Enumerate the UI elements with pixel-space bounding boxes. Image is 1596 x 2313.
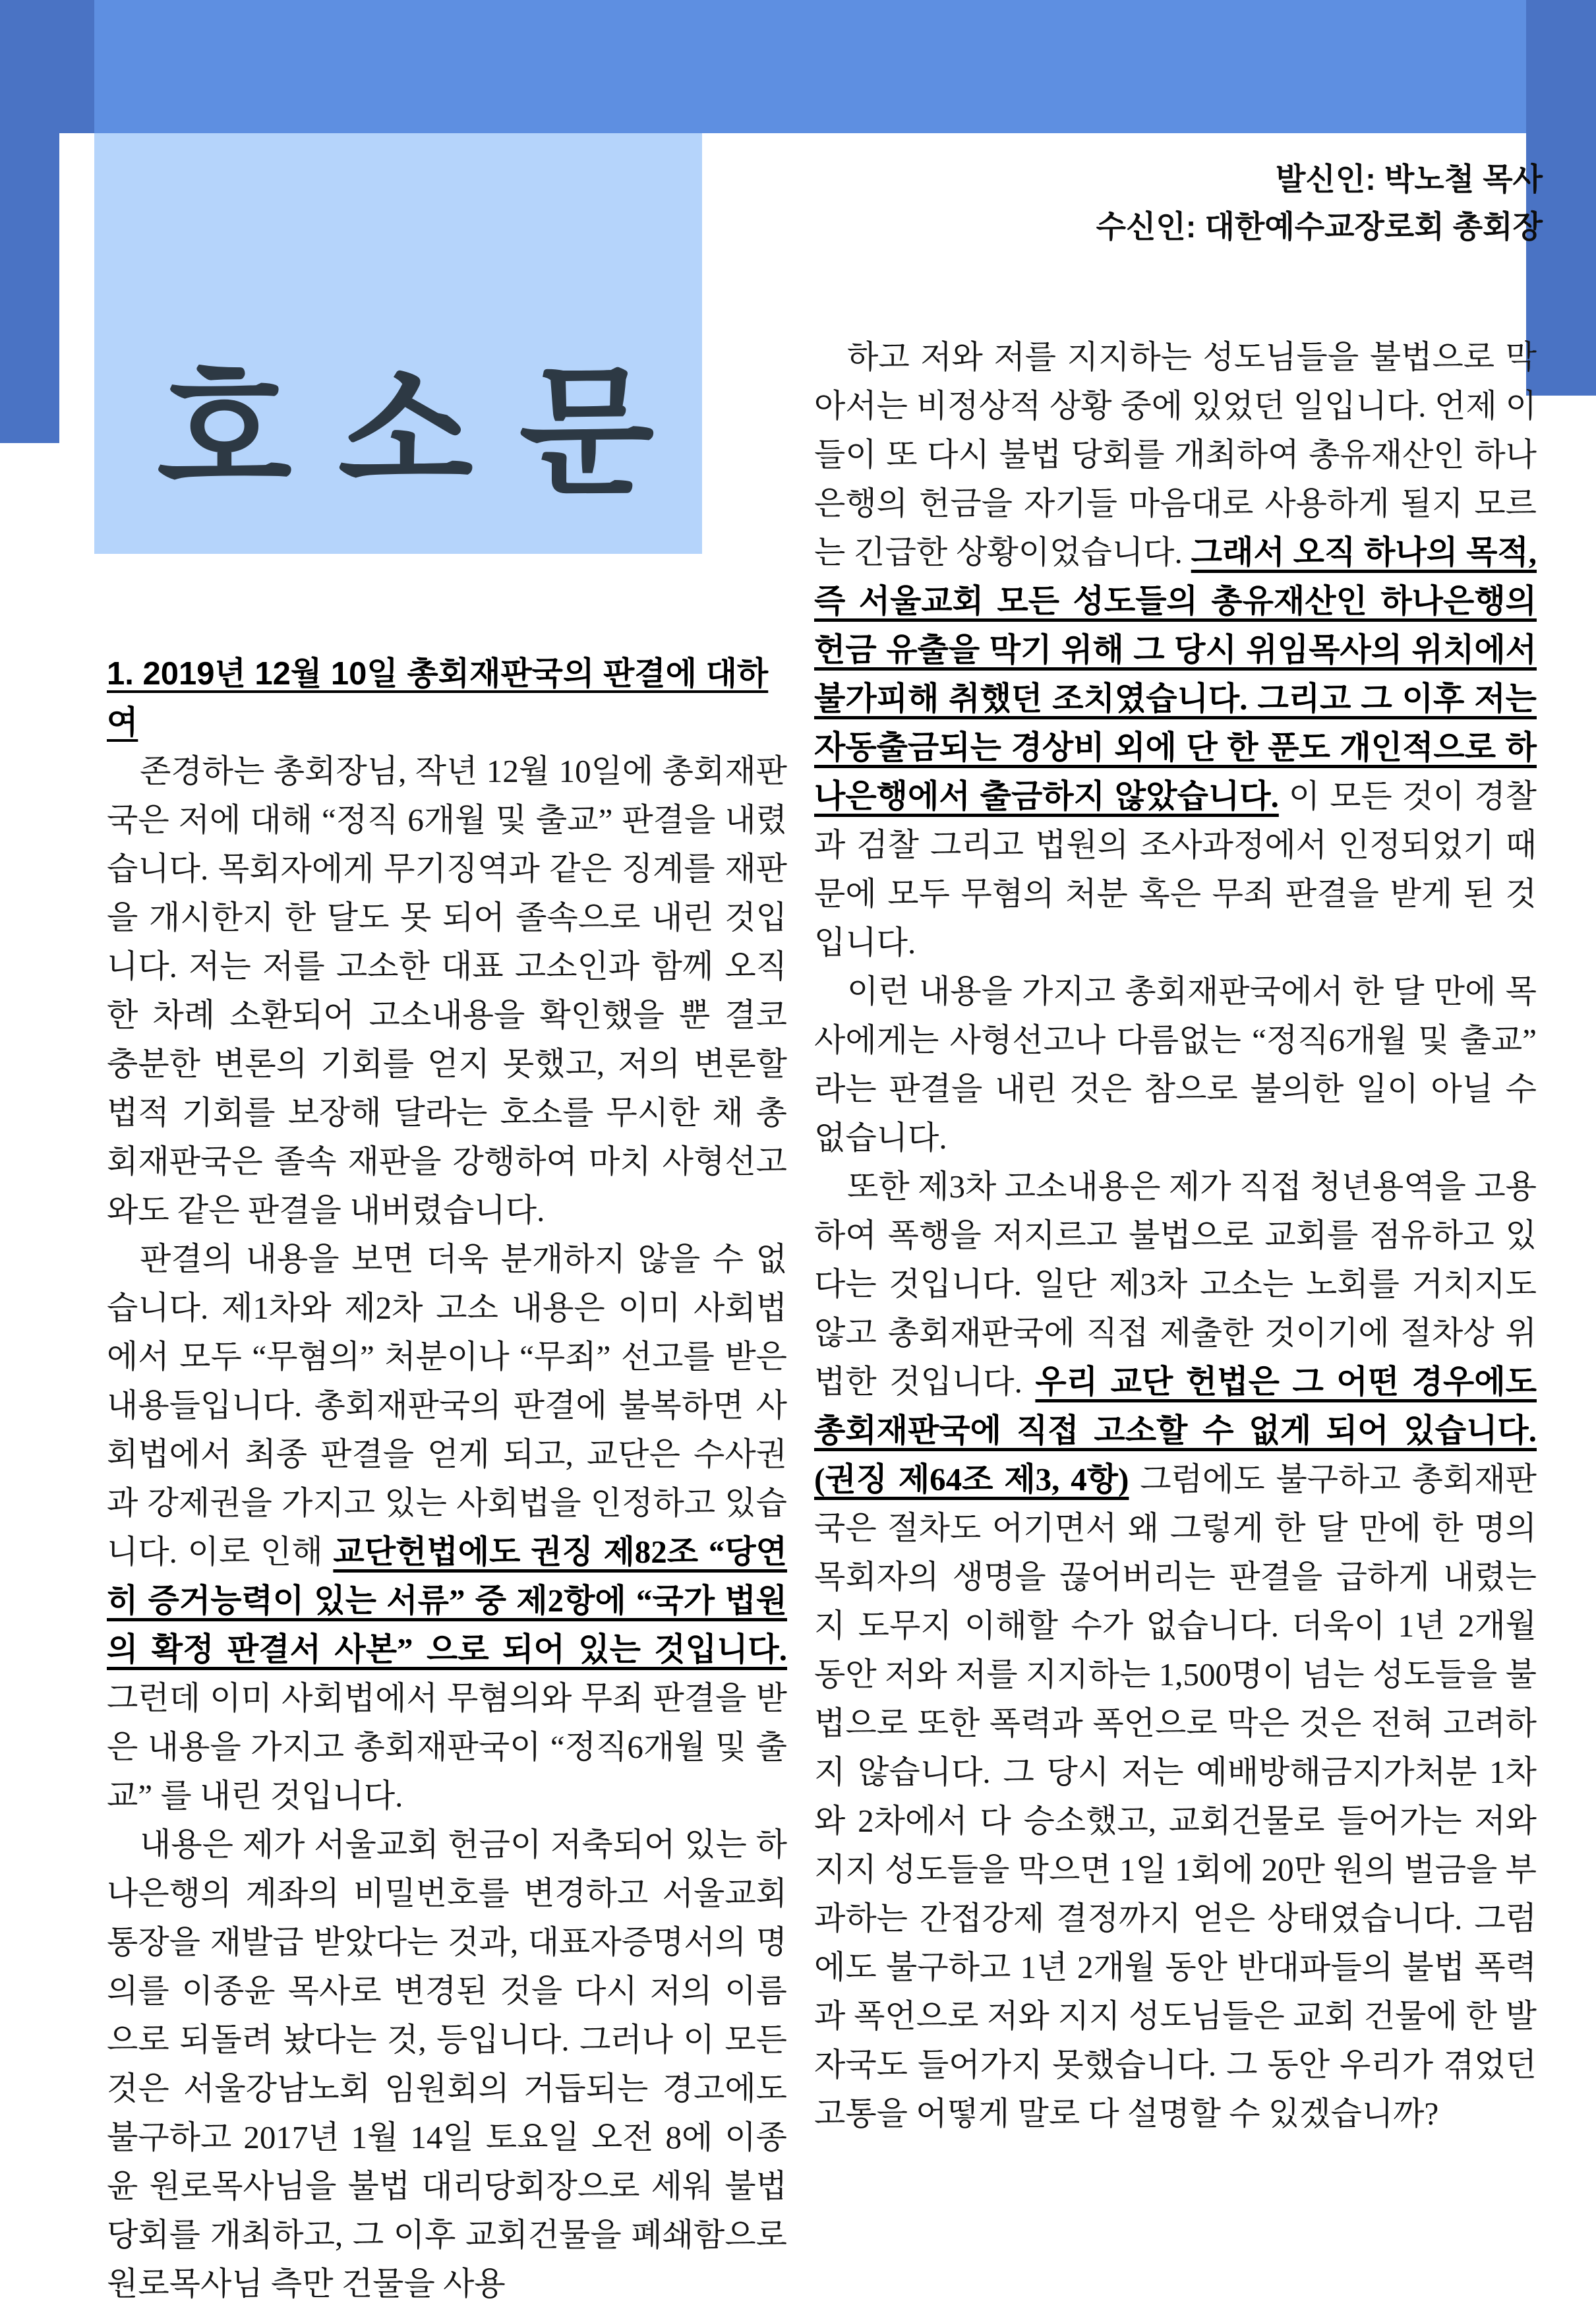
right-column-body bbox=[814, 333, 1537, 2138]
top-banner-band bbox=[94, 0, 1596, 133]
body-text: 그런데 이미 사회법에서 무혐의와 무죄 판결을 받은 내용을 가지고 총회재판국이 “정직6개월 및 출교” 를 내린 것입니다. bbox=[107, 1680, 787, 1814]
body-text: 내용은 제가 서울교회 헌금이 저축되어 있는 하나은행의 계좌의 비밀번호를 변경하고 서울교회 통장을 재발급 받았다는 것과, 대표자증명서의 명의를 이종윤 목사로 변경된 것을 다시 저의 이름으로 되돌려 놨다는 것, 등입니다. 그러나 이 모든 것은 서울강남노회 임원회의 거듭되는 경고에도 불구하고 2017년 1월 14일 토요일 오전 8에 이종윤 원로목사님을 불법 대리당회장으로 세워 불법 당회를 개최하고, 그 이후 교회건물을 폐쇄함으로 원로목사님 측만 건물을 사용 bbox=[107, 1826, 787, 2302]
page-title: 호소문 bbox=[157, 354, 701, 510]
emphasized-text: 우리 교단 헌법은 그 어떤 경우에도 총회재판국에 직접 고소할 수 없게 되어 있습니다.(권징 제64조 제3, 4항) bbox=[814, 1364, 1537, 1497]
body-text: 판결의 내용을 보면 더욱 분개하지 않을 수 없습니다. 제1차와 제2차 고소 내용은 이미 사회법에서 모두 “무혐의” 처분이나 “무죄” 선고를 받은 내용들입니다. 총회재판국의 판결에 불복하면 사회법에서 최종 판결을 얻게 되고, 교단은 수사권과 강제권을 가지고 있는 사회법을 인정하고 있습니다. 이로 인해 bbox=[107, 1241, 787, 1570]
body-text: 이런 내용을 가지고 총회재판국에서 한 달 만에 목사에게는 사형선고나 다름없는 “정직6개월 및 출교” 라는 판결을 내린 것은 참으로 불의한 일이 아닐 수 없습니다. bbox=[814, 973, 1537, 1156]
paragraph bbox=[814, 1162, 1537, 2138]
right-column bbox=[814, 333, 1537, 2138]
section-heading: 1. 2019년 12월 10일 총회재판국의 판결에 대하여 bbox=[107, 656, 769, 740]
paragraph bbox=[814, 967, 1537, 1162]
paragraph bbox=[107, 1235, 787, 1820]
emphasized-text: 교단헌법에도 권징 제82조 “당연히 증거능력이 있는 서류” 중 제2항에 “국가 법원의 확정 판결서 사본” 으로 되어 있는 것입니다. bbox=[107, 1534, 787, 1667]
body-text: 하고 저와 저를 지지하는 성도님들을 불법으로 막아서는 비정상적 상황 중에 있었던 일입니다. 언제 이들이 또 다시 불법 당회를 개최하여 총유재산인 하나은행의 헌금을 자기들 마음대로 사용하게 될지 모르는 긴급한 상황이었습니다. bbox=[814, 339, 1537, 570]
emphasized-text: 그래서 오직 하나의 목적, 즉 서울교회 모든 성도들의 총유재산인 하나은행의 헌금 유출을 막기 위해 그 당시 위임목사의 위치에서 불가피해 취했던 조치였습니다. 그리고 그 이후 저는 자동출금되는 경상비 외에 단 한 푼도 개인적으로 하나은행에서 출금하지 않았습니다. bbox=[814, 534, 1537, 814]
body-text: 이 모든 것이 경찰과 검찰 그리고 법원의 조사과정에서 인정되었기 때문에 모두 무혐의 처분 혹은 무죄 판결을 받게 된 것입니다. bbox=[814, 778, 1537, 961]
paragraph bbox=[107, 1820, 787, 2308]
body-text: 존경하는 총회장님, 작년 12월 10일에 총회재판국은 저에 대해 “정직 6개월 및 출교” 판결을 내렸습니다. 목회자에게 무기징역과 같은 징계를 재판을 개시한지 한 달도 못 되어 졸속으로 내린 것입니다. 저는 저를 고소한 대표 고소인과 함께 오직 한 차례 소환되어 고소내용을 확인했을 뿐 결코 충분한 변론의 기회를 얻지 못했고, 저의 변론할 법적 기회를 보장해 달라는 호소를 무시한 채 총회재판국은 졸속 재판을 강행하여 마치 사형선고와도 같은 판결을 내버렸습니다. bbox=[107, 753, 787, 1228]
left-column bbox=[107, 649, 787, 2308]
title-box bbox=[94, 133, 702, 554]
body-text: 또한 제3차 고소내용은 제가 직접 청년용역을 고용하여 폭행을 저지르고 불법으로 교회를 점유하고 있다는 것입니다. 일단 제3차 고소는 노회를 거치지도 않고 총회재판국에 직접 제출한 것이기에 절차상 위법한 것입니다. bbox=[814, 1168, 1537, 1400]
address-block bbox=[1096, 156, 1543, 251]
left-column-body bbox=[107, 747, 787, 2308]
recipient-line: 수신인: 대한예수교장로회 총회장 bbox=[1096, 209, 1543, 244]
sender-line: 발신인: 박노철 목사 bbox=[1276, 162, 1543, 196]
body-text: 그럼에도 불구하고 총회재판국은 절차도 어기면서 왜 그렇게 한 달 만에 한 명의 목회자의 생명을 끊어버리는 판결을 급하게 내렸는지 도무지 이해할 수가 없습니다. 더욱이 1년 2개월 동안 저와 저를 지지하는 1,500명이 넘는 성도들을 불법으로 또한 폭력과 폭언으로 막은 것은 전혀 고려하지 않습니다. 그 당시 저는 예배방해금지가처분 1차와 2차에서 다 승소했고, 교회건물로 들어가는 저와 지지 성도들을 막으면 1일 1회에 20만 원의 벌금을 부과하는 간접강제 결정까지 얻은 상태였습니다. 그럼에도 불구하고 1년 2개월 동안 반대파들의 불법 폭력과 폭언으로 저와 지지 성도님들은 교회 건물에 한 발자국도 들어가지 못했습니다. 그 동안 우리가 겪었던 고통을 어떻게 말로 다 설명할 수 있겠습니까? bbox=[814, 1461, 1537, 2132]
left-accent-bar bbox=[0, 0, 59, 443]
paragraph bbox=[107, 747, 787, 1235]
paragraph bbox=[814, 333, 1537, 967]
